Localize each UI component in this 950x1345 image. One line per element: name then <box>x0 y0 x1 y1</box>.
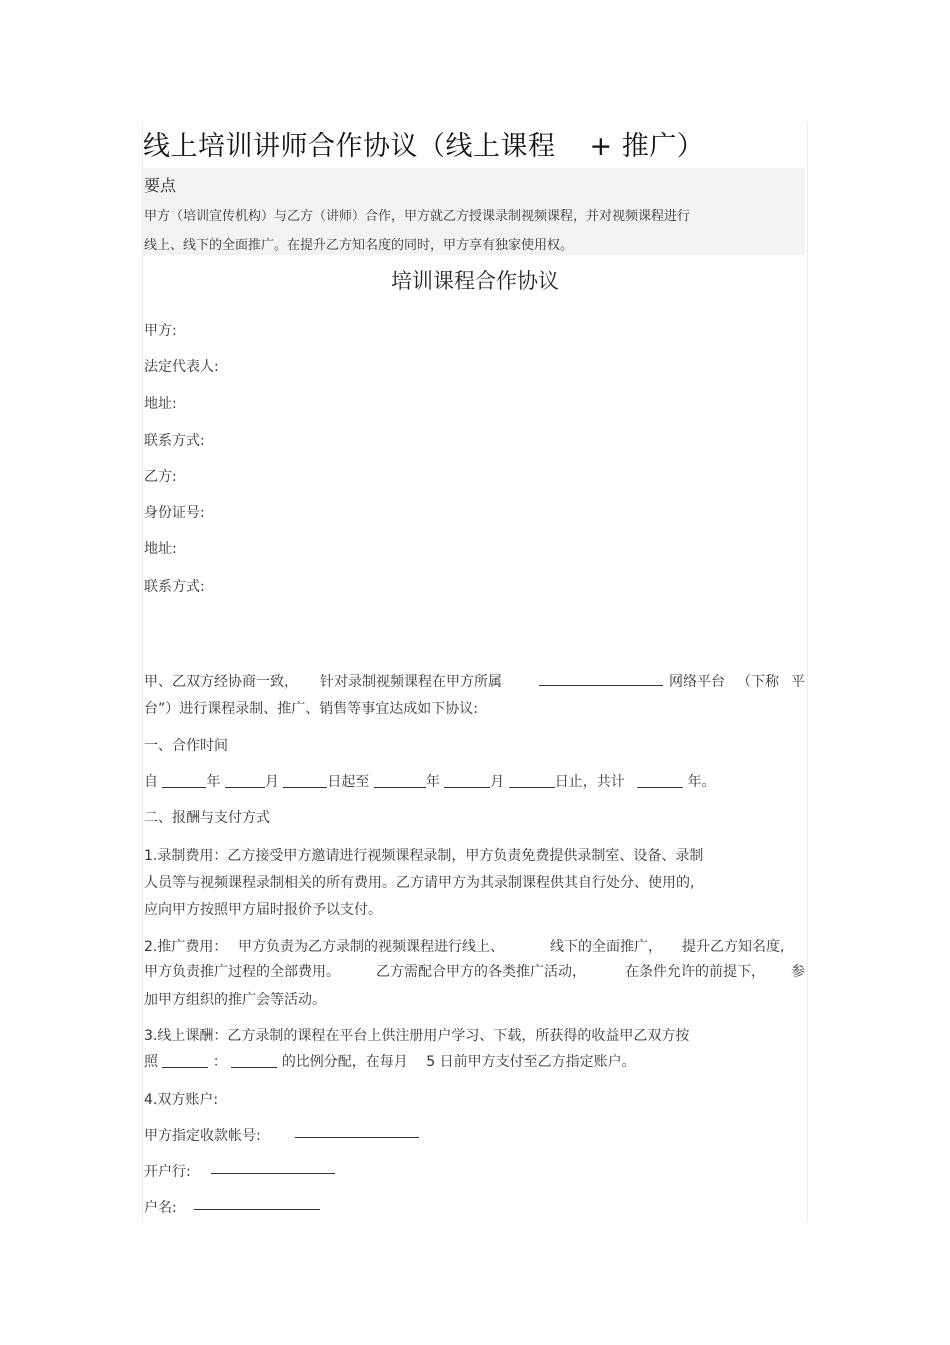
account-number-label: 甲方指定收款帐号: <box>144 1128 261 1144</box>
item2-line-2d: 参 <box>791 964 805 980</box>
item1-line-2: 人员等与视频课程录制相关的所有费用。乙方请甲方为其录制课程供其自行处分、使用的, <box>144 875 695 891</box>
intro-segment-5: 平 <box>791 674 805 690</box>
end-year-label: 年 <box>425 774 440 790</box>
intro-segment-2: 针对录制视频课程在甲方所属 <box>320 674 502 690</box>
total-years-label: 年。 <box>687 774 716 790</box>
party-b-field: 乙方: <box>144 469 177 485</box>
section-2-heading: 二、报酬与支付方式 <box>144 810 270 826</box>
item3-line-2 <box>144 1051 636 1071</box>
document-title <box>143 124 704 163</box>
end-year-blank <box>374 773 426 788</box>
platform-name-blank <box>539 685 663 686</box>
start-month-blank <box>225 773 265 788</box>
intro-segment-4: （下称 <box>737 674 779 690</box>
item1-line-1: 1.录制费用：乙方接受甲方邀请进行视频课程录制，甲方负责免费提供录制室、设备、录制 <box>144 848 704 864</box>
intro-segment-3: 网络平台 <box>669 674 725 690</box>
ratio-a-blank <box>162 1053 208 1068</box>
bank-blank <box>211 1173 335 1174</box>
item1-line-3: 应向甲方按照甲方届时报价予以支付。 <box>144 902 382 918</box>
party-a-address-field: 地址: <box>144 396 177 412</box>
party-b-address-field: 地址: <box>144 541 177 557</box>
ratio-suffix: 的比例分配，在每月 <box>281 1054 408 1070</box>
item2-line-1d: 提升乙方知名度, <box>682 939 785 955</box>
start-day-blank <box>283 773 327 788</box>
title-tail: + 推广） <box>589 131 705 162</box>
summary-line-2: 线上、线下的全面推广。在提升乙方知名度的同时，甲方享有独家使用权。 <box>144 238 574 253</box>
item2-line-1c: 线下的全面推广， <box>550 939 662 955</box>
party-a-field: 甲方: <box>144 323 177 339</box>
summary-line-1: 甲方（培训宣传机构）与乙方（讲师）合作，甲方就乙方授课录制视频课程，并对视频课程进行 <box>144 209 691 224</box>
end-day-blank <box>509 773 555 788</box>
party-a-contact-field: 联系方式: <box>144 433 205 449</box>
item2-line-1b: 甲方负责为乙方录制的视频课程进行线上、 <box>238 939 504 955</box>
section-1-heading: 一、合作时间 <box>144 738 228 754</box>
item4-heading: 4.双方账户: <box>144 1092 219 1108</box>
end-month-blank <box>444 773 490 788</box>
item2-line-1a: 2.推广费用： <box>144 939 228 955</box>
item2-line-3: 加甲方组织的推广会等活动。 <box>144 992 326 1008</box>
title-main: 线上培训讲师合作协议（线上课程 <box>143 131 556 162</box>
party-b-contact-field: 联系方式: <box>144 579 205 595</box>
legal-rep-field: 法定代表人: <box>144 359 219 375</box>
end-month-label: 月 <box>490 774 505 790</box>
intro-line-2: 台”）进行课程录制、推广、销售等事宜达成如下协议: <box>144 701 478 717</box>
item2-line-2a: 甲方负责推广过程的全部费用。 <box>144 964 340 980</box>
ratio-colon: ： <box>212 1054 227 1070</box>
account-name-label: 户名: <box>144 1200 177 1216</box>
total-years-blank <box>637 773 683 788</box>
period-from-label: 自 <box>144 774 158 790</box>
cooperation-period-line <box>144 771 716 791</box>
start-year-blank <box>162 773 206 788</box>
ratio-prefix: 照 <box>144 1054 158 1070</box>
payment-date-text: 5 日前甲方支付至乙方指定账户。 <box>426 1054 636 1070</box>
ratio-b-blank <box>231 1053 277 1068</box>
start-year-label: 年 <box>206 774 221 790</box>
start-month-label: 月 <box>264 774 279 790</box>
item2-line-2c: 在条件允许的前提下， <box>625 964 765 980</box>
account-name-blank <box>194 1209 320 1210</box>
summary-heading: 要点 <box>144 176 177 195</box>
agreement-title: 培训课程合作协议 <box>391 269 559 293</box>
id-number-field: 身份证号: <box>144 505 205 521</box>
intro-segment-1: 甲、乙双方经协商一致， <box>144 674 298 690</box>
item2-line-2b: 乙方需配合甲方的各类推广活动， <box>376 964 586 980</box>
bank-label: 开户行: <box>144 1164 191 1180</box>
item3-line-1: 3.线上课酬：乙方录制的课程在平台上供注册用户学习、下载，所获得的收益甲乙双方按 <box>144 1028 690 1044</box>
account-number-blank <box>295 1137 419 1138</box>
start-day-label: 日起至 <box>327 774 370 790</box>
end-day-label: 日止，共计 <box>554 774 625 790</box>
